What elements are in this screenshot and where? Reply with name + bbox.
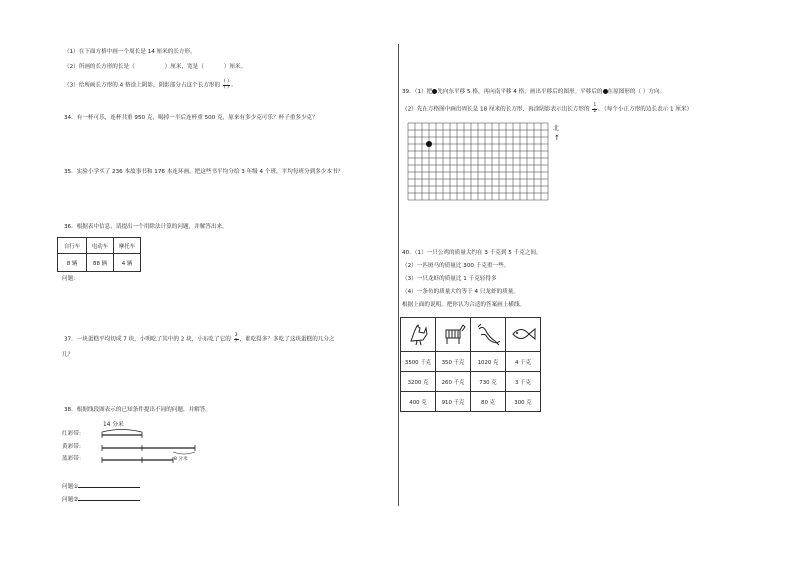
segment-diagram <box>95 426 215 468</box>
q36-text: 36．根据表中信息，请提出一个用除法计算的问题，并解答出来。 <box>64 224 228 230</box>
answer-line[interactable] <box>78 481 140 488</box>
q40-part4: （4）一条鱼的质量大约等于 4 只龙虾的质量。 <box>402 289 519 295</box>
table-cell: 4 辆 <box>114 254 141 272</box>
table-cell[interactable]: 3 千克 <box>506 372 541 392</box>
table-cell[interactable]: 300 克 <box>506 392 541 412</box>
table-header: 电动车 <box>87 238 114 254</box>
table-cell[interactable]: 80 克 <box>471 392 506 412</box>
segment-diff-label: 8 分米 <box>174 457 188 462</box>
table-cell[interactable]: 910 千克 <box>436 392 471 412</box>
north-label: 北 <box>553 125 560 132</box>
q39-part2: （2）先在方格图中画出周长是 18 厘米的长方形，再涂阴影表示出长方形的 $\frac{1}{2}$ 。（每个小正方形的边长表示 1 厘米） <box>402 103 693 114</box>
table-cell[interactable]: 3200 克 <box>401 372 436 392</box>
table-cell[interactable]: 730 克 <box>471 372 506 392</box>
question-1: 问题① <box>62 481 140 491</box>
grid-dot[interactable] <box>426 141 432 147</box>
fish-icon <box>506 318 541 352</box>
q33-part3: （3）给所画长方形的 4 格涂上阴影，阴影部分占这个长方形的 $\frac{( )}{( )}$ 。 <box>64 79 237 90</box>
q35-text: 35．实验小学买了 236 本故事书和 176 本连环画，把这些书平均分给 3 年级 4 个班，平均每班分到多少本书？ <box>64 169 344 175</box>
table-cell: 8 辆 <box>58 254 87 272</box>
red-ribbon-label: 红彩带： <box>62 431 85 437</box>
q40-part5: 根据上面的说明，把你认为合适的答案画上横线。 <box>402 302 526 308</box>
table-cell[interactable]: 4 千克 <box>506 352 541 372</box>
fraction: $\frac{( )}{( )}$ <box>223 79 229 90</box>
q34-text: 34．有一杯可乐，连杯共重 950 克，喝掉一半后连杯重 500 克，原来有多少克可乐？杯子重多少克？ <box>64 115 318 121</box>
table-cell[interactable]: 260 千克 <box>436 372 471 392</box>
fraction: $\frac{3}{7}$ <box>234 333 238 344</box>
q40-part1: 40．（1）一只公鸡的质量大约在 3 千克到 5 千克之间。 <box>402 250 542 256</box>
zebra-icon <box>436 318 471 352</box>
q33-part2: （2）所画的长方形的长是（ ）厘米，宽是（ ）厘米。 <box>64 64 247 70</box>
lobster-icon <box>471 318 506 352</box>
q33-part1: （1）在下面方格中画一个周长是 14 厘米的长方形。 <box>64 49 196 55</box>
q37-text: 37．一块蛋糕平均切成 7 块，小明吃了其中的 2 块，小东吃了它的 $\frac{3}{7}$ ，谁吃得多？多吃了这块蛋糕的几分之 <box>64 333 335 344</box>
q37-line2: 几？ <box>62 352 74 358</box>
table-header: 摩托车 <box>114 238 141 254</box>
table-cell[interactable]: 1020 克 <box>471 352 506 372</box>
north-arrow-icon: ↑ <box>554 134 560 142</box>
fraction: $\frac{1}{2}$ <box>593 103 597 114</box>
answer-line[interactable] <box>78 494 140 501</box>
q40-part2: （2）一匹斑马的质量比 300 千克重一些。 <box>402 263 510 269</box>
table-cell[interactable]: 3500 千克 <box>401 352 436 372</box>
table-cell: 88 辆 <box>87 254 114 272</box>
q39-part1: 39．（1）把 先向东平移 5 格，再向南平移 4 格，画出平移后的图形。平移后的 在原图形的（ ）方向。 <box>402 89 666 95</box>
square-grid[interactable] <box>407 122 549 204</box>
blue-ribbon-label: 蓝彩带： <box>62 456 85 462</box>
page-divider <box>398 44 399 506</box>
table-cell[interactable]: 350 千克 <box>436 352 471 372</box>
q38-text: 38．根据线段图表示的已知条件提出不同的问题，并解答。 <box>64 407 211 413</box>
rooster-icon <box>401 318 436 352</box>
table-cell[interactable]: 400 克 <box>401 392 436 412</box>
q40-part3: （3）一只龙虾的质量比 1 千克轻得多 <box>402 276 497 282</box>
question-2: 问题② <box>62 494 140 504</box>
segment-top-label: 14 分米 <box>103 422 124 428</box>
q36-question-label: 问题： <box>62 276 79 282</box>
weight-table <box>400 317 541 412</box>
vehicle-table <box>57 237 141 272</box>
table-header: 自行车 <box>58 238 87 254</box>
yellow-ribbon-label: 黄彩带： <box>62 444 85 450</box>
